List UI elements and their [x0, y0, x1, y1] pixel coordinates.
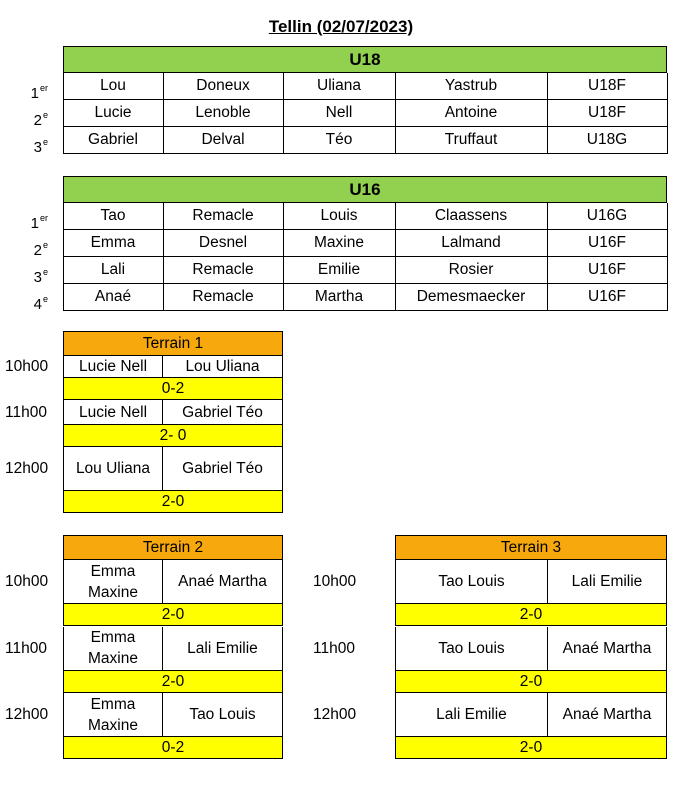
match-score: 2-0 — [63, 491, 283, 513]
grid-line — [283, 73, 284, 154]
table-cell: Truffaut — [395, 127, 547, 154]
rank-label — [0, 257, 48, 284]
player-name: Emma — [90, 629, 136, 646]
table-cell: Desnel — [163, 230, 283, 257]
team-b: Lou Uliana — [162, 356, 283, 378]
table-cell: U16G — [547, 203, 667, 230]
match-score: 0-2 — [63, 737, 283, 759]
table-cell: Remacle — [163, 203, 283, 230]
table-cell: Lucie — [63, 100, 163, 127]
player-name: Maxine — [88, 583, 138, 601]
rank-number: 2 — [33, 112, 42, 129]
rank-label — [0, 230, 48, 257]
team-b: Anaé Martha — [162, 560, 283, 604]
team-b: Gabriel Téo — [162, 400, 283, 425]
grid-line — [395, 73, 396, 154]
table-cell: Emma — [63, 230, 163, 257]
match-time: 10h00 — [5, 358, 49, 375]
team-a: Tao Louis — [395, 560, 548, 604]
team-a — [63, 627, 163, 671]
rank-suffix: e — [42, 137, 48, 147]
team-b: Lali Emilie — [547, 560, 667, 604]
table-cell: Louis — [283, 203, 395, 230]
team-a: Lali Emilie — [395, 693, 548, 737]
match-score: 2-0 — [395, 671, 667, 693]
rank-number: 4 — [33, 296, 42, 313]
table-cell: Lalmand — [395, 230, 547, 257]
table-cell: Remacle — [163, 257, 283, 284]
team-b: Lali Emilie — [162, 627, 283, 671]
match-time: 10h00 — [5, 573, 49, 590]
u16-header: U16 — [63, 176, 667, 203]
rank-label — [0, 73, 48, 100]
rank-suffix: e — [42, 267, 48, 277]
table-cell: Doneux — [163, 73, 283, 100]
table-cell: Lenoble — [163, 100, 283, 127]
rank-suffix: e — [42, 110, 48, 120]
table-cell: U16F — [547, 230, 667, 257]
match-time: 12h00 — [5, 706, 49, 723]
table-cell: Martha — [283, 284, 395, 311]
grid-line — [547, 203, 548, 311]
terrain1-header: Terrain 1 — [63, 331, 283, 356]
rank-suffix: er — [39, 83, 48, 93]
table-cell: Nell — [283, 100, 395, 127]
match-time: 11h00 — [5, 639, 47, 657]
table-cell: Anaé — [63, 284, 163, 311]
match-score: 2-0 — [395, 737, 667, 759]
table-cell: U18F — [547, 100, 667, 127]
rank-label — [0, 100, 48, 127]
rank-number: 2 — [33, 242, 42, 259]
table-cell: Gabriel — [63, 127, 163, 154]
grid-line — [283, 203, 284, 311]
rank-number: 1 — [30, 215, 39, 232]
rank-suffix: e — [42, 240, 48, 250]
table-cell: Delval — [163, 127, 283, 154]
player-name: Emma — [90, 562, 136, 580]
table-cell: Antoine — [395, 100, 547, 127]
rank-suffix: er — [39, 213, 48, 223]
match-score: 0-2 — [63, 378, 283, 400]
table-cell: Uliana — [283, 73, 395, 100]
table-cell: Lali — [63, 257, 163, 284]
terrain3-header: Terrain 3 — [395, 535, 667, 560]
team-a: Lucie Nell — [63, 400, 163, 425]
match-time: 11h00 — [5, 403, 47, 421]
match-score: 2-0 — [63, 671, 283, 693]
table-cell: Claassens — [395, 203, 547, 230]
match-time: 12h00 — [5, 460, 49, 477]
grid-line — [667, 73, 668, 154]
match-score: 2-0 — [63, 604, 283, 626]
team-a: Tao Louis — [395, 627, 548, 671]
match-score: 2- 0 — [63, 425, 283, 447]
rank-suffix: e — [42, 294, 48, 304]
page-title: Tellin (02/07/2023) — [268, 17, 414, 36]
grid-line — [163, 203, 164, 311]
team-a — [63, 693, 163, 737]
team-b: Anaé Martha — [547, 627, 667, 671]
table-cell: Maxine — [283, 230, 395, 257]
table-cell: Tao — [63, 203, 163, 230]
match-time: 10h00 — [313, 573, 357, 590]
rank-number: 1 — [30, 85, 39, 102]
table-cell: Yastrub — [395, 73, 547, 100]
match-time: 12h00 — [313, 706, 357, 723]
grid-line — [395, 203, 396, 311]
table-cell: Lou — [63, 73, 163, 100]
team-a: Lou Uliana — [63, 447, 163, 491]
rank-label — [0, 284, 48, 311]
player-name: Maxine — [88, 650, 138, 667]
grid-line — [163, 73, 164, 154]
table-cell: U18F — [547, 73, 667, 100]
rank-label — [0, 127, 48, 154]
team-a — [63, 560, 163, 604]
rank-number: 3 — [33, 269, 42, 286]
table-cell: U16F — [547, 284, 667, 311]
match-score: 2-0 — [395, 604, 667, 626]
team-b: Gabriel Téo — [162, 447, 283, 491]
u18-header: U18 — [63, 46, 667, 73]
rank-number: 3 — [33, 139, 42, 156]
rank-label — [0, 203, 48, 230]
grid-line — [667, 203, 668, 311]
team-a: Lucie Nell — [63, 356, 163, 378]
grid-line — [63, 203, 64, 311]
table-cell: Remacle — [163, 284, 283, 311]
table-cell: Emilie — [283, 257, 395, 284]
player-name: Emma — [90, 695, 136, 713]
team-b: Anaé Martha — [547, 693, 667, 737]
player-name: Maxine — [88, 716, 138, 734]
table-cell: Demesmaecker — [395, 284, 547, 311]
table-cell: U18G — [547, 127, 667, 154]
table-cell: U16F — [547, 257, 667, 284]
table-cell: Rosier — [395, 257, 547, 284]
grid-line — [547, 73, 548, 154]
table-cell: Téo — [283, 127, 395, 154]
terrain2-header: Terrain 2 — [63, 535, 283, 560]
grid-line — [63, 73, 64, 154]
team-b: Tao Louis — [162, 693, 283, 737]
match-time: 11h00 — [313, 639, 355, 657]
